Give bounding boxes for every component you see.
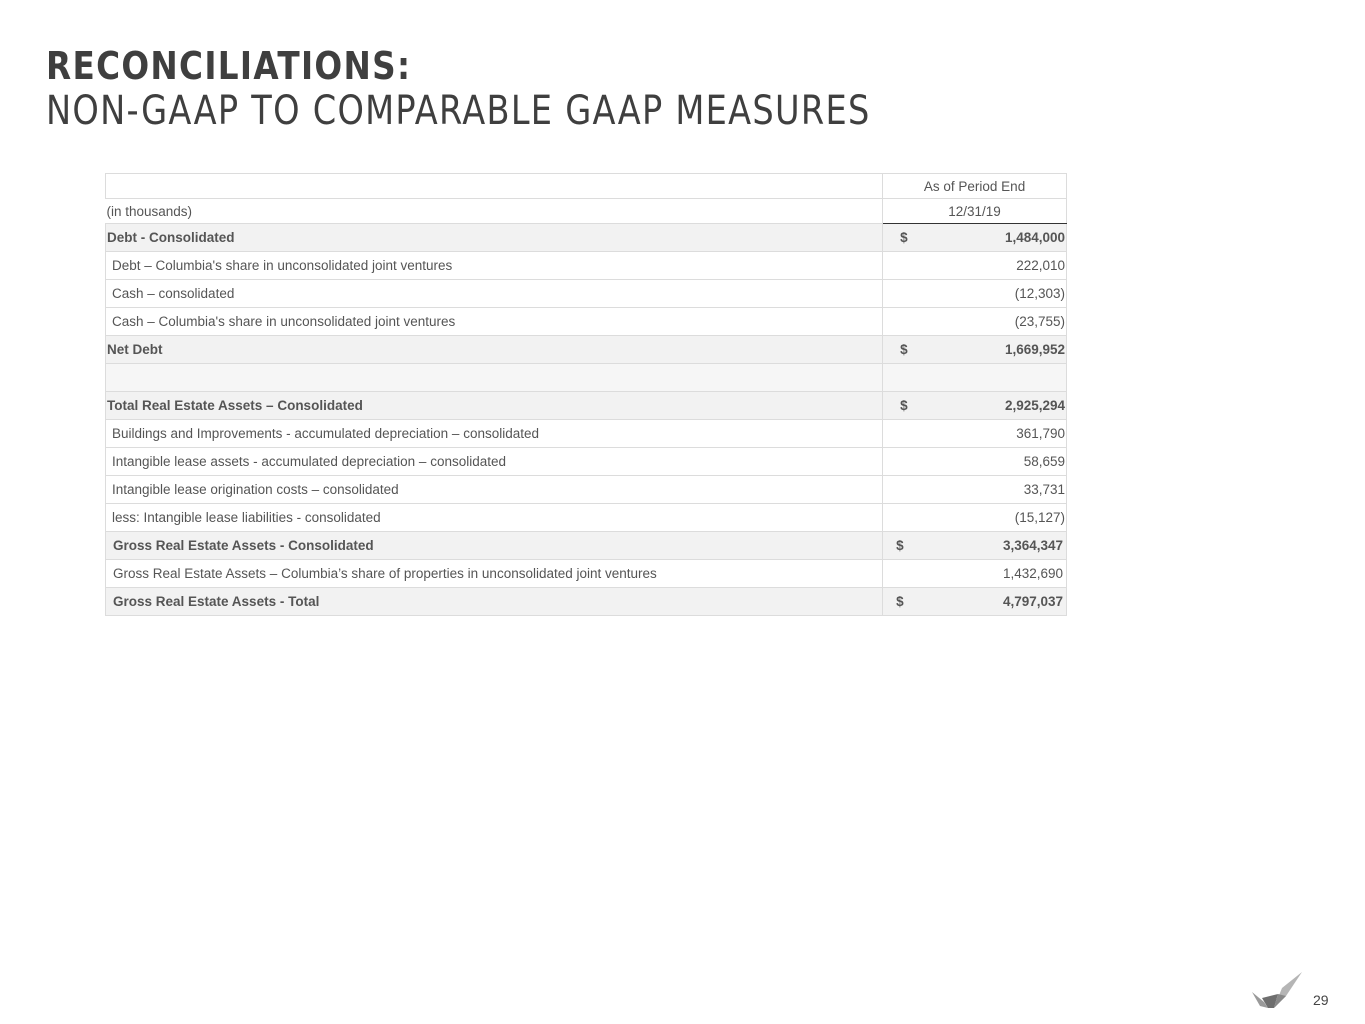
- date-header: 12/31/19: [883, 199, 1067, 224]
- row-label: Gross Real Estate Assets - Total: [106, 588, 883, 616]
- table-spacer-row: [106, 364, 1067, 392]
- row-label: Debt – Columbia's share in unconsolidated joint ventures: [106, 252, 883, 280]
- row-label: Cash – Columbia's share in unconsolidated joint ventures: [106, 308, 883, 336]
- company-logo-icon: [1252, 972, 1302, 1008]
- table-row: [106, 532, 1067, 560]
- row-value: 222,010: [923, 252, 1067, 280]
- table-row: [106, 280, 1067, 308]
- reconciliation-table: [105, 173, 1067, 616]
- table-row: [106, 448, 1067, 476]
- units-label: (in thousands): [106, 199, 883, 224]
- row-label: Net Debt: [106, 336, 883, 364]
- row-value: 2,925,294: [923, 392, 1067, 420]
- row-currency: [883, 308, 923, 336]
- row-value: 4,797,037: [923, 588, 1067, 616]
- row-label: Cash – consolidated: [106, 280, 883, 308]
- table-header-row: [106, 174, 1067, 199]
- table-subheader-row: [106, 199, 1067, 224]
- table-row: [106, 336, 1067, 364]
- period-header: As of Period End: [883, 174, 1067, 199]
- table-row: [106, 420, 1067, 448]
- table-row: [106, 476, 1067, 504]
- row-label: Total Real Estate Assets – Consolidated: [106, 392, 883, 420]
- spacer-cell: [883, 364, 1067, 392]
- slide-title: RECONCILIATIONS:: [46, 44, 412, 88]
- row-label: less: Intangible lease liabilities - consolidated: [106, 504, 883, 532]
- table-row: [106, 252, 1067, 280]
- row-currency: [883, 420, 923, 448]
- row-currency: $: [883, 336, 923, 364]
- slide-subtitle: NON-GAAP TO COMPARABLE GAAP MEASURES: [46, 88, 871, 134]
- row-label: Intangible lease origination costs – consolidated: [106, 476, 883, 504]
- row-currency: $: [883, 532, 923, 560]
- table-row: [106, 224, 1067, 252]
- row-currency: [883, 252, 923, 280]
- row-label: Gross Real Estate Assets – Columbia’s share of properties in unconsolidated joint ventures: [106, 560, 883, 588]
- row-value: 33,731: [923, 476, 1067, 504]
- table-row: [106, 588, 1067, 616]
- row-value: 58,659: [923, 448, 1067, 476]
- table-row: [106, 392, 1067, 420]
- row-label: Debt - Consolidated: [106, 224, 883, 252]
- page-number: 29: [1313, 992, 1329, 1008]
- row-value: 3,364,347: [923, 532, 1067, 560]
- row-currency: $: [883, 392, 923, 420]
- row-value: (23,755): [923, 308, 1067, 336]
- row-label: Gross Real Estate Assets - Consolidated: [106, 532, 883, 560]
- row-value: 1,432,690: [923, 560, 1067, 588]
- row-currency: [883, 448, 923, 476]
- row-currency: [883, 504, 923, 532]
- row-label: Intangible lease assets - accumulated depreciation – consolidated: [106, 448, 883, 476]
- row-value: 361,790: [923, 420, 1067, 448]
- row-value: (15,127): [923, 504, 1067, 532]
- table-row: [106, 560, 1067, 588]
- row-currency: [883, 476, 923, 504]
- row-currency: [883, 560, 923, 588]
- row-currency: $: [883, 588, 923, 616]
- row-value: (12,303): [923, 280, 1067, 308]
- row-value: 1,484,000: [923, 224, 1067, 252]
- row-value: 1,669,952: [923, 336, 1067, 364]
- table-row: [106, 504, 1067, 532]
- table-row: [106, 308, 1067, 336]
- header-blank-cell: [106, 174, 883, 199]
- row-label: Buildings and Improvements - accumulated depreciation – consolidated: [106, 420, 883, 448]
- row-currency: [883, 280, 923, 308]
- row-currency: $: [883, 224, 923, 252]
- spacer-cell: [106, 364, 883, 392]
